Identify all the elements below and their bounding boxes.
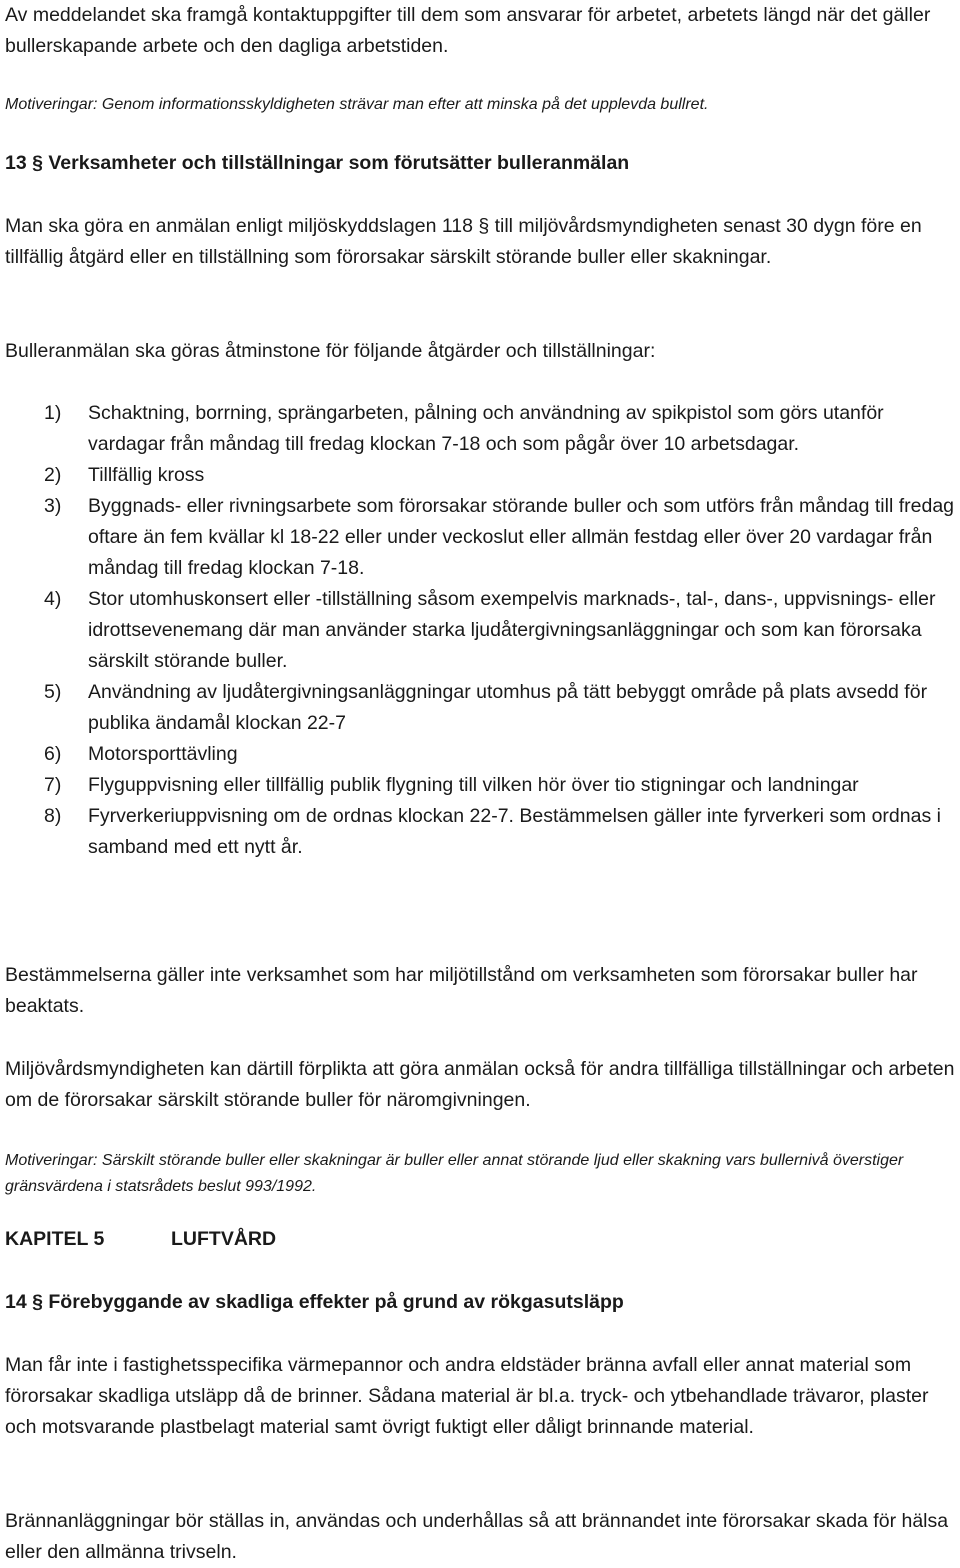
section-13-paragraph-4: Miljövårdsmyndigheten kan därtill förplikta att göra anmälan också för andra tillfälliga tillställningar och arbeten om de förorsakar särskilt störande buller för näromgivningen. xyxy=(5,1058,955,1111)
chapter-number: KAPITEL 5 xyxy=(5,1228,105,1250)
list-item-number: 2) xyxy=(44,464,62,486)
section-13-paragraph-3: Bestämmelserna gäller inte verksamhet som har miljötillstånd om verksamheten som förorsakar buller har beaktats. xyxy=(5,964,918,1017)
list-item xyxy=(5,398,957,460)
intro-paragraph: Av meddelandet ska framgå kontaktuppgifter till dem som ansvarar för arbetet, arbetets längd när det gäller bullerskapande arbete och den dagliga arbetstiden. xyxy=(5,4,931,57)
list-item-number: 1) xyxy=(44,402,62,424)
list-item xyxy=(5,801,957,863)
list-item-text: Byggnads- eller rivningsarbete som förorsakar störande buller och som utförs från måndag till fredag oftare än fem kvällar kl 18-22 eller under veckoslut eller allmän festdag eller över 20 vardagar från måndag till fredag klockan 7-18. xyxy=(88,495,955,579)
list-item-number: 8) xyxy=(44,805,62,827)
list-item-text: Fyrverkeriuppvisning om de ordnas klockan 22-7. Bestämmelsen gäller inte fyrverkeri som ordnas i samband med ett nytt år. xyxy=(88,805,941,858)
list-item-text: Schaktning, borrning, sprängarbeten, pålning och användning av spikpistol som görs utanför vardagar från måndag till fredag klockan 7-18 och som pågår över 10 arbetsdagar. xyxy=(88,402,884,455)
list-item-number: 4) xyxy=(44,588,62,610)
list-item-number: 5) xyxy=(44,681,62,703)
motivation-note: Motiveringar: Genom informationsskyldigheten strävar man efter att minska på det upplevda bullret. xyxy=(5,96,709,113)
chapter-title: LUFTVÅRD xyxy=(171,1228,277,1250)
list-item-text: Användning av ljudåtergivningsanläggningar utomhus på tätt bebyggt område på plats avsedd för publika ändamål klockan 22-7 xyxy=(88,681,928,734)
bulleranmalan-list xyxy=(5,398,957,863)
list-item-text: Flyguppvisning eller tillfällig publik flygning till vilken hör över tio stigningar och landningar xyxy=(88,774,859,796)
section-13-motivation-note: Motiveringar: Särskilt störande buller eller skakningar är buller eller annat störande ljud eller skakning vars bullernivå överstiger gränsvärdena i statsrådets beslut 993/1992. xyxy=(5,1152,904,1195)
list-item xyxy=(5,770,957,801)
list-item-number: 6) xyxy=(44,743,62,765)
list-item xyxy=(5,677,957,739)
section-13-paragraph-1: Man ska göra en anmälan enligt miljöskyddslagen 118 § till miljövårdsmyndigheten senast 30 dygn före en tillfällig åtgärd eller en tillställning som förorsakar särskilt störande buller eller skakningar. xyxy=(5,215,922,268)
section-14-paragraph-1: Man får inte i fastighetsspecifika värmepannor och andra eldstäder bränna avfall eller annat material som förorsakar skadliga utsläpp då de brinner. Sådana material är bl.a. tryck- och ytbehandlade trävaror, plaster och motsvarande plastbelagt material samt övrigt fuktigt eller dåligt brinnande material. xyxy=(5,1354,929,1438)
section-14-paragraph-2: Brännanläggningar bör ställas in, användas och underhållas så att brännandet inte förorsakar skada för hälsa eller den allmänna trivseln. xyxy=(5,1510,949,1563)
list-item-number: 3) xyxy=(44,495,62,517)
list-item xyxy=(5,460,957,491)
list-item-text: Stor utomhuskonsert eller -tillställning såsom exempelvis marknads-, tal-, dans-, uppvisnings- eller idrottsevenemang där man använder starka ljudåtergivningsanläggningar och som kan förorsaka särskilt störande buller. xyxy=(88,588,936,672)
chapter-heading xyxy=(5,1224,277,1255)
list-item xyxy=(5,739,957,770)
list-item-text: Tillfällig kross xyxy=(88,464,205,486)
list-item-number: 7) xyxy=(44,774,62,796)
section-13-paragraph-2: Bulleranmälan ska göras åtminstone för följande åtgärder och tillställningar: xyxy=(5,340,656,362)
section-13-heading: 13 § Verksamheter och tillställningar som förutsätter bulleranmälan xyxy=(5,152,630,174)
list-item xyxy=(5,491,957,584)
list-item-text: Motorsporttävling xyxy=(88,743,238,765)
section-14-heading: 14 § Förebyggande av skadliga effekter på grund av rökgasutsläpp xyxy=(5,1291,624,1313)
list-item xyxy=(5,584,957,677)
